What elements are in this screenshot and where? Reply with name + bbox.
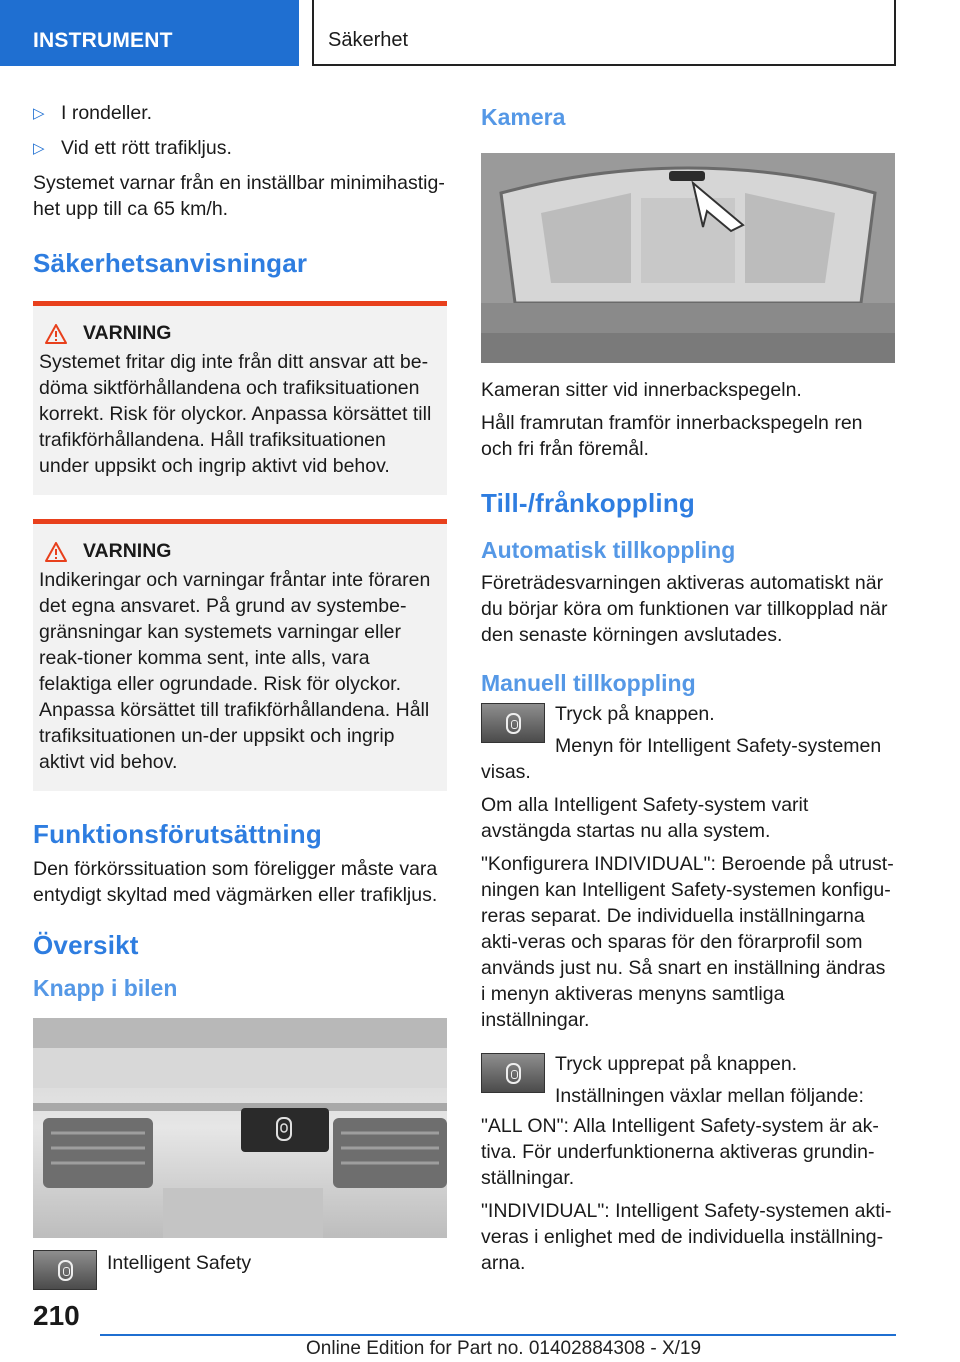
heading-auto-activation: Automatisk tillkoppling xyxy=(481,537,736,563)
repeat-step-1: Tryck upprepat på knappen. xyxy=(555,1053,798,1075)
triangle-bullet-icon: ▷ xyxy=(33,105,45,122)
heading-toggle: Till-/frånkoppling xyxy=(481,488,695,518)
auto-paragraph: Företrädesvarningen aktiveras automatiskt när du börjar köra om funktionen var tillkopplad när den senaste körningen avslutades. xyxy=(481,572,888,646)
individual-paragraph: "INDIVIDUAL": Intelligent Safety-systemen akti-veras i enlighet med de individuella inställning-arna. xyxy=(481,1200,892,1274)
warning-box xyxy=(33,301,447,495)
page-header xyxy=(0,0,960,66)
camera-paragraph-1: Kameran sitter vid innerbackspegeln. xyxy=(481,379,802,401)
list-item xyxy=(33,100,447,127)
manual-paragraph-4: "Konfigurera INDIVIDUAL": Beroende på utrust-ningen kan Intelligent Safety-systemen konfigu-reras separat. De individuella inställningarna akti-veras och sparas för den förarprofil som används just nu. Så snart en inställning ändras i menyn aktiveras menyns samtliga inställningar. xyxy=(481,853,894,1031)
page-number: 210 xyxy=(33,1300,80,1331)
heading-button-in-car: Knapp i bilen xyxy=(33,975,178,1001)
icon-label: Intelligent Safety xyxy=(107,1252,252,1274)
warning-box xyxy=(33,519,447,791)
manual-icon-row xyxy=(481,701,895,759)
heading-function: Funktionsförutsättning xyxy=(33,819,322,849)
camera-photo xyxy=(481,153,895,363)
warning-title: VARNING xyxy=(45,322,441,345)
heading-overview: Översikt xyxy=(33,930,139,960)
intelligent-safety-button-icon xyxy=(481,703,545,743)
edition-note: Online Edition for Part no. 01402884308 - X/19 xyxy=(306,1338,702,1359)
manual-step-2: Menyn för Intelligent Safety-systemen xyxy=(555,735,882,757)
intro-paragraph: Systemet varnar från en inställbar minimihastig-het upp till ca 65 km/h. xyxy=(33,172,445,220)
list-item-text: Vid ett rött trafikljus. xyxy=(61,137,232,159)
triangle-bullet-icon: ▷ xyxy=(33,140,45,157)
all-on-paragraph: "ALL ON": Alla Intelligent Safety-system är ak-tiva. För underfunktionerna aktiveras grundin-ställningar. xyxy=(481,1115,879,1189)
right-column xyxy=(481,100,895,1283)
manual-paragraph-3: Om alla Intelligent Safety-system varit avstängda startas nu alla system. xyxy=(481,794,809,842)
list-item xyxy=(33,135,447,162)
intelligent-safety-button-icon xyxy=(33,1250,97,1290)
heading-camera: Kamera xyxy=(481,104,566,130)
warning-triangle-icon xyxy=(45,324,67,344)
warning-title: VARNING xyxy=(45,540,441,563)
manual-step-1: Tryck på knappen. xyxy=(555,703,715,725)
list-item-text: I rondeller. xyxy=(61,102,153,124)
section-title: Säkerhet xyxy=(312,0,896,66)
repeat-icon-row xyxy=(481,1051,895,1109)
manual-step-2-continued: visas. xyxy=(481,761,531,783)
repeat-step-2: Inställningen växlar mellan följande: xyxy=(555,1085,864,1107)
heading-safety: Säkerhetsanvisningar xyxy=(33,248,308,278)
warning-text: Indikeringar och varningar fråntar inte föraren det egna ansvaret. På grund av systembe-gränsningar kan systemets varningar eller reak-tioner komma sent, inte alls, vara felaktiga eller ogrundade. Risk för olyckor. Anpassa körsättet till trafikförhållandena. Håll trafiksituationen un-der uppsikt och ingrip aktivt vid behov. xyxy=(39,569,431,773)
left-column xyxy=(33,100,447,1294)
footer-divider xyxy=(100,1334,896,1336)
warning-text: Systemet fritar dig inte från ditt ansvar att be-döma siktförhållandena och trafiksituationen korrekt. Risk för olyckor. Anpassa körsättet till trafikförhållandena. Håll trafiksituationen under uppsikt och ingrip aktivt vid behov. xyxy=(39,351,432,477)
heading-manual-activation: Manuell tillkoppling xyxy=(481,670,696,696)
dashboard-illustration xyxy=(33,1018,447,1238)
warning-triangle-icon xyxy=(45,542,67,562)
camera-paragraph-2: Håll framrutan framför innerbackspegeln ren och fri från föremål. xyxy=(481,412,863,460)
intelligent-safety-button-icon xyxy=(481,1053,545,1093)
icon-legend-row xyxy=(33,1250,447,1290)
rear-window-illustration xyxy=(481,153,895,363)
function-paragraph: Den förkörssituation som föreligger måste vara entydigt skyltad med vägmärken eller trafikljus. xyxy=(33,858,438,906)
dashboard-button-photo xyxy=(33,1018,447,1238)
chapter-tab: INSTRUMENT xyxy=(0,0,299,66)
